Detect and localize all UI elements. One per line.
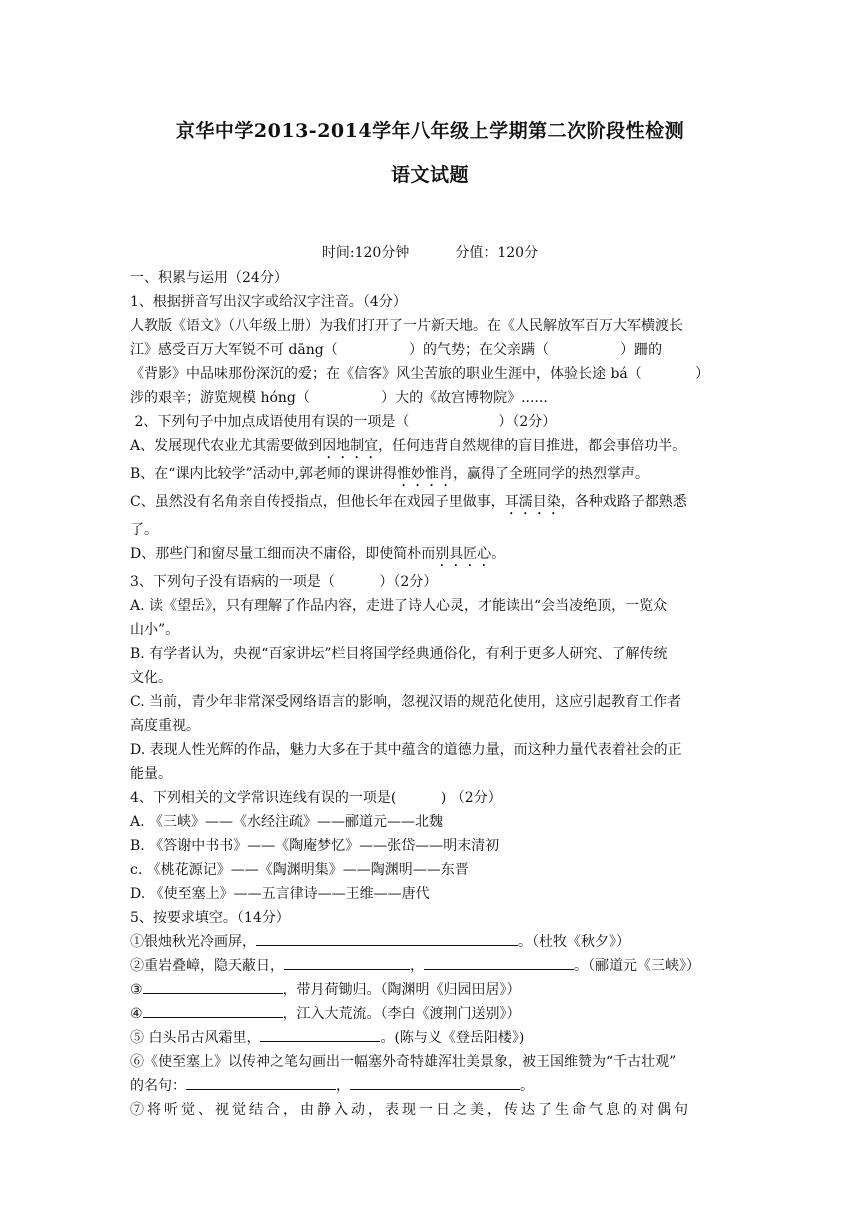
q1-line: 《背影》中品味那份深沉的爱；在《信客》风尘苦旅的职业生涯中，体验长途 bá（ ） [130, 366, 710, 382]
answer-blank[interactable] [350, 1074, 520, 1090]
answer-blank[interactable] [424, 954, 574, 970]
q3-title: 3、下列句子没有语病的一项是（ ）（2分） [130, 574, 438, 590]
q5-item-1: ①银烛秋光冷画屏， 。（杜牧《秋夕》） [130, 930, 730, 954]
q5-item-7: ⑦将听觉、视觉结合，由静入动，表现一日之美，传达了生命气息的对偶句 [130, 1102, 691, 1118]
q2-option-c-cont: 了。 [130, 522, 158, 538]
answer-blank[interactable] [284, 954, 410, 970]
answer-blank[interactable] [143, 978, 283, 994]
q3-option-d: D. 表现人性光辉的作品，魅力大多在于其中蕴含的道德力量，而这种力量代表着社会的正 [130, 742, 682, 758]
q2-title: 2、下列句子中加点成语使用有误的一项是（ ）（2分） [130, 414, 557, 430]
q3-option-c: C. 当前，青少年非常深受网络语言的影响，忽视汉语的规范化使用，这应引起教育工作者 [130, 694, 682, 710]
dotted-idiom: 耳濡目染 [504, 494, 561, 510]
exam-title: 京华中学2013-2014学年八年级上学期第二次阶段性检测 [175, 120, 685, 142]
q4-option: c. 《桃花源记》——《陶渊明集》——陶渊明——东晋 [130, 862, 469, 878]
q4-option: B. 《答谢中书书》——《陶庵梦忆》——张岱——明末清初 [130, 838, 500, 854]
q1-title: 1、根据拼音写出汉字或给汉字注音。（4分） [130, 294, 407, 310]
dotted-idiom: 别具匠心 [435, 546, 492, 562]
exam-body [130, 266, 730, 1122]
section-heading: 一、积累与运用（24分） [130, 270, 288, 286]
q3-option-d-cont: 能量。 [130, 766, 172, 782]
answer-blank[interactable] [256, 930, 518, 946]
answer-blank[interactable] [143, 1002, 283, 1018]
q3-option-a: A. 读《望岳》，只有理解了作品内容，走进了诗人心灵，才能读出“会当凌绝顶，一览众 [130, 598, 668, 614]
q4-title: 4、下列相关的文学常识连线有误的一项是( ) （2分） [130, 790, 502, 806]
q3-option-a-cont: 山小”。 [130, 622, 180, 638]
q5-item-2: ②重岩叠嶂，隐天蔽日， ， 。（郦道元《三峡》） [130, 954, 730, 978]
q2-option-d: D、那些门和窗尽量工细而决不庸俗，即使简朴而别具匠心。 [130, 546, 506, 562]
q5-item-6-cont: 的名句： ， 。 [130, 1074, 730, 1098]
dotted-idiom: 因地制宜 [322, 438, 379, 454]
q1-line: 涉的艰辛；游览规模 hóng（ ）大的《故宫博物院》...... [130, 390, 548, 406]
q4-option: A. 《三峡》——《水经注疏》——郦道元——北魏 [130, 814, 444, 830]
q5-item-4: ④ ，江入大荒流。（李白《渡荆门送别》） [130, 1002, 730, 1026]
exam-score: 分值：120分 [455, 245, 539, 261]
answer-blank[interactable] [260, 1026, 380, 1042]
answer-blank[interactable] [186, 1074, 336, 1090]
q2-option-b: B、在“课内比较学”活动中,郭老师的课讲得惟妙惟肖，赢得了全班同学的热烈掌声。 [130, 466, 650, 482]
exam-time: 时间:120分钟 [321, 245, 410, 261]
q2-option-c: C、虽然没有名角亲自传授指点，但他长年在戏园子里做事，耳濡目染，各种戏路子都熟悉 [130, 494, 687, 510]
q3-option-b-cont: 文化。 [130, 670, 172, 686]
exam-subtitle: 语文试题 [390, 164, 469, 186]
q4-option: D. 《使至塞上》——五言律诗——王维——唐代 [130, 886, 430, 902]
q5-title: 5、按要求填空。（14分） [130, 910, 290, 926]
q2-option-a: A、发展现代农业尤其需要做到因地制宜，任何违背自然规律的盲目推进，都会事倍功半。 [130, 438, 687, 454]
q1-line: 人教版《语文》（八年级上册）为我们打开了一片新天地。在《人民解放军百万大军横渡长 [130, 318, 683, 334]
q5-item-5: ⑤ 白头吊古风霜里， 。(陈与义《登岳阳楼》) [130, 1026, 730, 1050]
q5-item-6: ⑥《使至塞上》以传神之笔勾画出一幅塞外奇特雄浑壮美景象，被王国维赞为“千古壮观” [130, 1054, 677, 1070]
q3-option-c-cont: 高度重视。 [130, 718, 200, 734]
q5-item-3: ③ ，带月荷锄归。（陶渊明《归园田居》） [130, 978, 730, 1002]
q1-line: 江》感受百万大军锐不可 dāng（ ）的气势；在父亲蹒（ ）跚的 [130, 342, 663, 358]
exam-meta [0, 242, 860, 262]
q3-option-b: B. 有学者认为，央视“百家讲坛”栏目将国学经典通俗化，有利于更多人研究、了解传统 [130, 646, 668, 662]
dotted-idiom: 惟妙惟肖 [397, 466, 454, 482]
